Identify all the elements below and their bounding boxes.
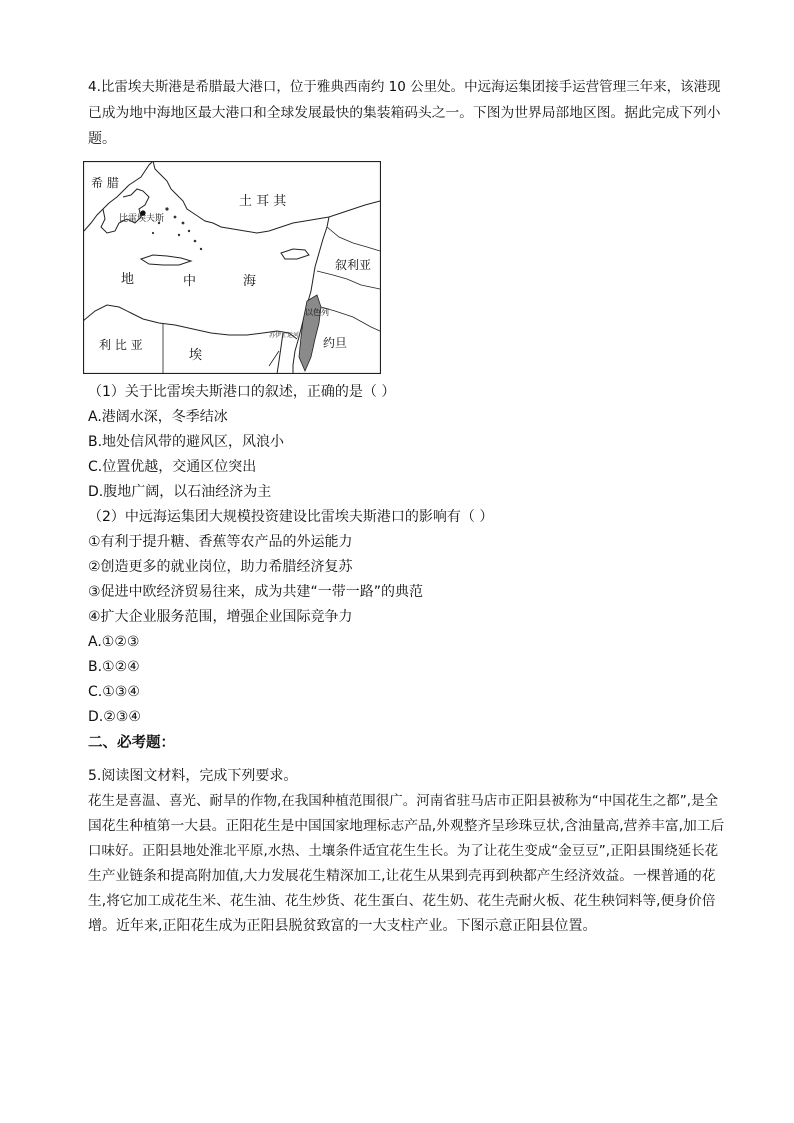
q5-intro: 5.阅读图文材料，完成下列要求。	[88, 768, 298, 784]
q4-sub2-option-d[interactable]: D.②③④	[88, 709, 141, 725]
q4-sub2-option-a[interactable]: A.①②③	[88, 634, 140, 650]
q4-sub1-question: （1）关于比雷埃夫斯港口的叙述，正确的是（ ）	[88, 384, 396, 400]
q4-sub2-statement-4: ④扩大企业服务范围，增强企业国际竞争力	[88, 609, 353, 625]
label-egypt: 埃	[189, 348, 203, 363]
q5-text-line-5: 生,将它加工成花生米、花生油、花生炒货、花生蛋白、花生奶、花生壳耐火板、花生秧饲料等,便身价倍	[88, 893, 716, 909]
q4-sub2-statement-1: ①有利于提升糖、香蕉等农产品的外运能力	[88, 534, 353, 550]
label-libya: 利 比 亚	[99, 338, 143, 352]
q4-sub1-option-b[interactable]: B.地处信风带的避风区，风浪小	[88, 434, 285, 450]
q4-stem-line-3: 题。	[88, 131, 116, 147]
q4-sub2-statement-3: ③促进中欧经济贸易往来，成为共建“一带一路”的典范	[88, 584, 424, 600]
q5-text-line-4: 生产业链条和提高附加值,大力发展花生精深加工,让花生从果到壳再到秧都产生经济效益。一棵普通的花	[88, 868, 716, 884]
q4-sub1-option-a[interactable]: A.港阔水深，冬季结冰	[88, 409, 228, 425]
label-jordan: 约旦	[323, 336, 348, 350]
label-med-hai: 海	[243, 274, 257, 289]
label-israel: 以色列	[305, 308, 329, 317]
label-med-zhong: 中	[183, 274, 197, 289]
q4-sub2-option-c[interactable]: C.①③④	[88, 684, 140, 700]
q4-stem-line-2: 已成为地中海地区最大港口和全球发展最快的集装箱码头之一。下图为世界局部地区图。据此完成下列小	[88, 105, 721, 121]
q4-sub2-option-b[interactable]: B.①②④	[88, 659, 140, 675]
q5-text-line-1: 花生是喜温、喜光、耐旱的作物,在我国种植范围很广。河南省驻马店市正阳县被称为“中国花生之都”,是全	[88, 793, 719, 809]
section-heading: 二、必考题：	[88, 735, 175, 751]
q4-sub1-option-c[interactable]: C.位置优越，交通区位突出	[88, 459, 257, 475]
label-med-di: 地	[121, 272, 135, 287]
label-greece: 希 腊	[91, 176, 119, 190]
q4-sub1-option-d[interactable]: D.腹地广阔，以石油经济为主	[88, 484, 272, 500]
q5-text-line-3: 口味好。正阳县地处淮北平原,水热、土壤条件适宜花生生长。为了让花生变成“金豆豆”,正阳县围绕延长花	[88, 843, 719, 859]
q4-sub2-question: （2）中远海运集团大规模投资建设比雷埃夫斯港口的影响有（ ）	[88, 509, 494, 525]
q5-text-line-2: 国花生种植第一大县。正阳花生是中国国家地理标志产品,外观整齐呈珍珠豆状,含油量高,营养丰富,加工后	[88, 818, 725, 834]
q4-stem-line-1: 4.比雷埃夫斯港是希腊最大港口，位于雅典西南约 10 公里处。中远海运集团接手运营管理三年来，该港现	[88, 79, 721, 95]
label-piraeus: 比雷埃夫斯	[119, 214, 165, 224]
q5-text-line-6: 增。近年来,正阳花生成为正阳县脱贫致富的一大支柱产业。下图示意正阳县位置。	[88, 918, 597, 934]
mediterranean-map	[83, 161, 381, 374]
label-suez: 苏伊士运河	[269, 332, 300, 339]
label-turkey: 土 耳 其	[239, 194, 287, 209]
q4-sub2-statement-2: ②创造更多的就业岗位，助力希腊经济复苏	[88, 559, 353, 575]
label-syria: 叙利亚	[335, 258, 372, 272]
